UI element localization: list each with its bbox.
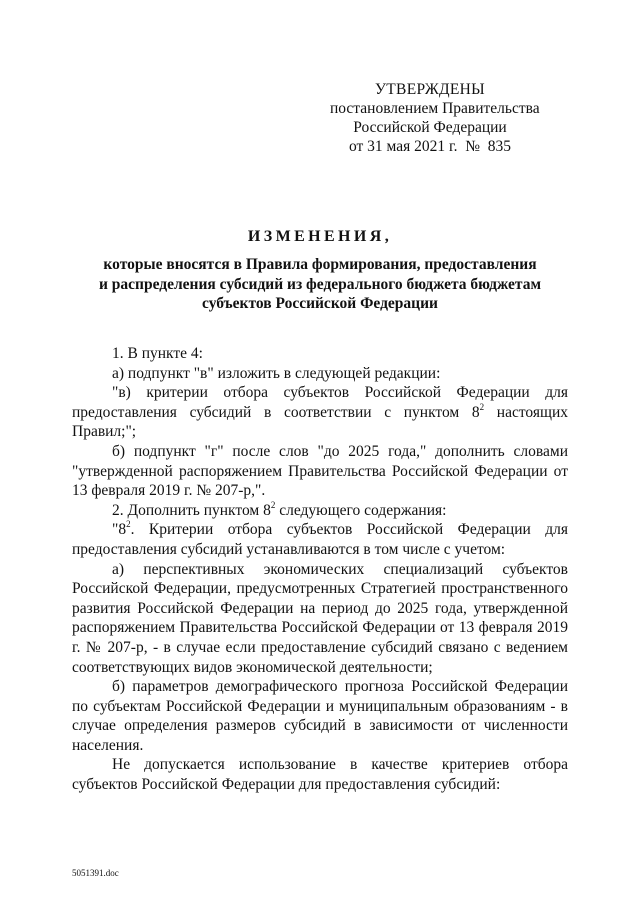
- document-title: ИЗМЕНЕНИЯ,: [247, 228, 393, 245]
- paragraph-5-text-end: следующего содержания:: [275, 501, 447, 519]
- superscript: 2: [126, 519, 131, 530]
- approval-block: [330, 80, 540, 156]
- subtitle-line-3: субъектов Российской Федерации: [202, 295, 438, 312]
- approval-number: 835: [487, 138, 512, 155]
- approval-number-sign: №: [465, 138, 481, 155]
- paragraph-7: а) перспективных экономических специализаций субъектов Российской Федерации, предусмотренных Стратегией пространственного развития Российской Федерации на период до 2025 года, утвержденной распоряжением Правительства Российской Федерации от 13 февраля 2019 г. № 207-р, - в случае если предоставление субсидий связано с ведением соответствующих видов экономической деятельности;: [72, 560, 568, 676]
- paragraph-1: 1. В пункте 4:: [112, 345, 203, 362]
- paragraph-3-text: "в) критерии отбора субъектов Российской Федерации для предоставления субсидий в соответствии с пунктом 8: [72, 384, 568, 421]
- approval-line-2: Российской Федерации: [353, 119, 507, 136]
- document-subtitle: [60, 255, 580, 314]
- paragraph-5-text: 2. Дополнить пунктом 8: [112, 501, 271, 519]
- paragraph-3-text-end: настоящих Правил;";: [72, 403, 568, 441]
- paragraph-2: а) подпункт "в" изложить в следующей редакции:: [112, 364, 441, 382]
- paragraph-6-text-end: . Критерии отбора субъектов Российской Федерации для предоставления субсидий устанавливаются в том числе с учетом:: [72, 521, 568, 558]
- document-body: [72, 344, 568, 795]
- paragraph-6: [72, 520, 568, 559]
- superscript: 2: [479, 401, 485, 412]
- paragraph-4: б) подпункт "г" после слов "до 2025 года," дополнить словами "утвержденной распоряжением Правительства Российской Федерации от 13 февраля 2019 г. № 207-р,".: [72, 442, 568, 500]
- file-reference: 5051391.doc: [72, 868, 119, 878]
- approval-date-line: [330, 137, 530, 156]
- paragraph-3: [72, 383, 568, 442]
- approval-heading: УТВЕРЖДЕНЫ: [375, 81, 485, 98]
- paragraph-6-text: "8: [112, 521, 127, 539]
- paragraph-5: [72, 501, 568, 521]
- paragraph-9: Не допускается использование в качестве критериев отбора субъектов Российской Федерации для предоставления субсидий:: [72, 756, 568, 794]
- subtitle-line-1: которые вносятся в Правила формирования, предоставления: [103, 256, 537, 273]
- paragraph-8: б) параметров демографического прогноза Российской Федерации по субъектам Российской Федерации и муниципальным образованиям - в случае определения размеров субсидий в зависимости от численности населения.: [72, 678, 568, 754]
- subtitle-line-2: и распределения субсидий из федерального бюджета бюджетам: [98, 275, 542, 293]
- approval-line-1: постановлением Правительства: [330, 100, 540, 117]
- superscript: 2: [270, 499, 276, 510]
- approval-date: от 31 мая 2021 г.: [348, 138, 458, 155]
